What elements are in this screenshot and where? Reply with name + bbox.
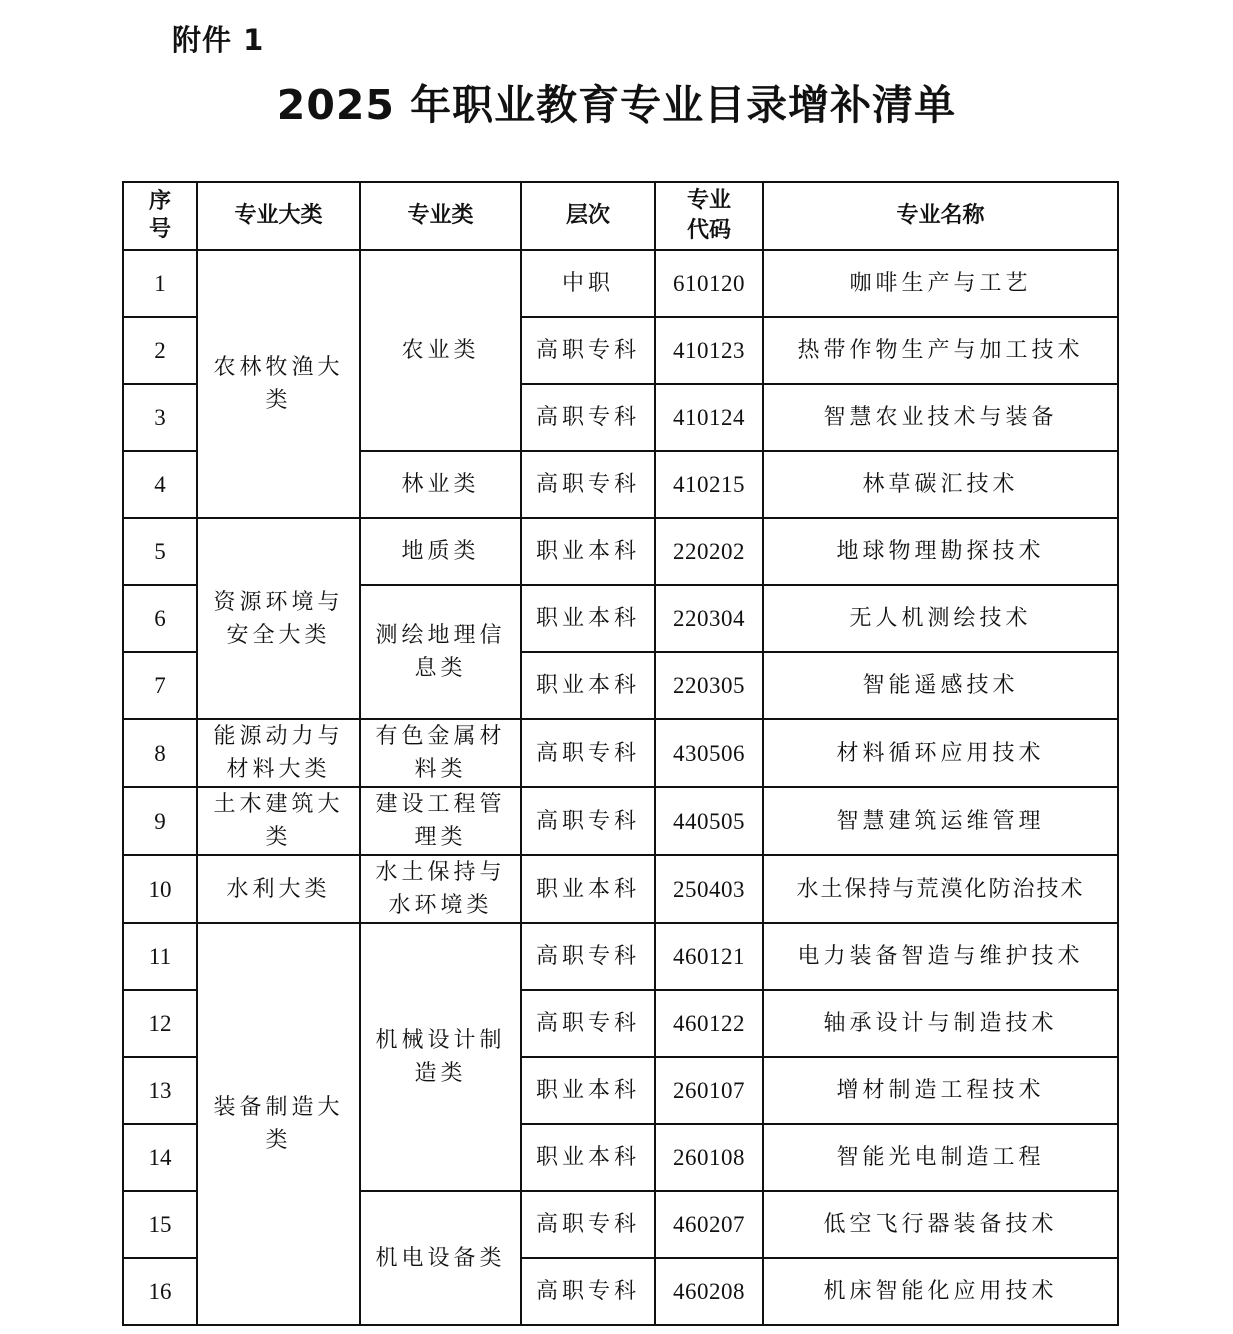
cell-name: 地球物理勘探技术 (763, 518, 1118, 585)
cell-category: 有色金属材料类 (360, 719, 521, 787)
attachment-label: 附件 1 (172, 23, 265, 57)
cell-category: 水土保持与水环境类 (360, 855, 521, 923)
cell-major-category: 能源动力与材料大类 (197, 719, 360, 787)
cell-seq: 5 (123, 518, 197, 585)
cell-level: 中职 (521, 250, 655, 317)
cell-seq: 6 (123, 585, 197, 652)
cell-level: 职业本科 (521, 518, 655, 585)
cell-name: 低空飞行器装备技术 (763, 1191, 1118, 1258)
cell-name: 智能光电制造工程 (763, 1124, 1118, 1191)
cell-major-category: 水利大类 (197, 855, 360, 923)
cell-seq: 16 (123, 1258, 197, 1325)
cell-code: 610120 (655, 250, 763, 317)
cell-name: 无人机测绘技术 (763, 585, 1118, 652)
document-title: 2025 年职业教育专业目录增补清单 (276, 81, 957, 129)
cell-major-category: 装备制造大类 (197, 923, 360, 1325)
table-row (123, 787, 1118, 855)
cell-seq: 2 (123, 317, 197, 384)
cell-code: 220304 (655, 585, 763, 652)
cell-seq: 10 (123, 855, 197, 923)
cell-code: 220202 (655, 518, 763, 585)
cell-level: 高职专科 (521, 1258, 655, 1325)
cell-level: 高职专科 (521, 990, 655, 1057)
cell-name: 热带作物生产与加工技术 (763, 317, 1118, 384)
header-category: 专业类 (360, 182, 521, 250)
cell-level: 高职专科 (521, 787, 655, 855)
cell-code: 460122 (655, 990, 763, 1057)
cell-seq: 7 (123, 652, 197, 719)
table-row (123, 855, 1118, 923)
cell-level: 高职专科 (521, 451, 655, 518)
cell-level: 高职专科 (521, 719, 655, 787)
cell-code: 460208 (655, 1258, 763, 1325)
cell-code: 410124 (655, 384, 763, 451)
cell-category: 机械设计制造类 (360, 923, 521, 1191)
cell-seq: 12 (123, 990, 197, 1057)
cell-code: 410215 (655, 451, 763, 518)
cell-category: 测绘地理信息类 (360, 585, 521, 719)
cell-code: 460121 (655, 923, 763, 990)
cell-level: 职业本科 (521, 1124, 655, 1191)
table-row (123, 250, 1118, 317)
table-header-row (123, 182, 1118, 250)
table-row (123, 923, 1118, 990)
cell-level: 高职专科 (521, 923, 655, 990)
cell-level: 职业本科 (521, 585, 655, 652)
table-row (123, 719, 1118, 787)
cell-name: 增材制造工程技术 (763, 1057, 1118, 1124)
header-code: 专业代码 (655, 182, 763, 250)
cell-category: 林业类 (360, 451, 521, 518)
cell-seq: 15 (123, 1191, 197, 1258)
cell-level: 职业本科 (521, 652, 655, 719)
cell-seq: 9 (123, 787, 197, 855)
cell-level: 职业本科 (521, 1057, 655, 1124)
cell-level: 高职专科 (521, 1191, 655, 1258)
cell-level: 高职专科 (521, 317, 655, 384)
cell-code: 260107 (655, 1057, 763, 1124)
cell-level: 高职专科 (521, 384, 655, 451)
cell-code: 220305 (655, 652, 763, 719)
cell-category: 机电设备类 (360, 1191, 521, 1325)
majors-table (122, 181, 1119, 1326)
cell-seq: 11 (123, 923, 197, 990)
cell-seq: 14 (123, 1124, 197, 1191)
header-level: 层次 (521, 182, 655, 250)
cell-name: 咖啡生产与工艺 (763, 250, 1118, 317)
header-seq: 序号 (123, 182, 197, 250)
cell-name: 水土保持与荒漠化防治技术 (763, 855, 1118, 923)
cell-name: 电力装备智造与维护技术 (763, 923, 1118, 990)
cell-code: 410123 (655, 317, 763, 384)
cell-code: 250403 (655, 855, 763, 923)
cell-name: 材料循环应用技术 (763, 719, 1118, 787)
cell-code: 440505 (655, 787, 763, 855)
cell-category: 建设工程管理类 (360, 787, 521, 855)
cell-major-category: 资源环境与安全大类 (197, 518, 360, 719)
cell-level: 职业本科 (521, 855, 655, 923)
cell-seq: 1 (123, 250, 197, 317)
cell-seq: 4 (123, 451, 197, 518)
cell-code: 430506 (655, 719, 763, 787)
cell-major-category: 农林牧渔大类 (197, 250, 360, 518)
cell-seq: 3 (123, 384, 197, 451)
cell-category: 地质类 (360, 518, 521, 585)
cell-code: 460207 (655, 1191, 763, 1258)
cell-name: 智慧建筑运维管理 (763, 787, 1118, 855)
table-row (123, 518, 1118, 585)
cell-name: 机床智能化应用技术 (763, 1258, 1118, 1325)
cell-name: 智能遥感技术 (763, 652, 1118, 719)
cell-name: 智慧农业技术与装备 (763, 384, 1118, 451)
cell-name: 林草碳汇技术 (763, 451, 1118, 518)
header-major-category: 专业大类 (197, 182, 360, 250)
header-name: 专业名称 (763, 182, 1118, 250)
cell-seq: 13 (123, 1057, 197, 1124)
cell-name: 轴承设计与制造技术 (763, 990, 1118, 1057)
cell-code: 260108 (655, 1124, 763, 1191)
cell-major-category: 土木建筑大类 (197, 787, 360, 855)
cell-category: 农业类 (360, 250, 521, 451)
cell-seq: 8 (123, 719, 197, 787)
